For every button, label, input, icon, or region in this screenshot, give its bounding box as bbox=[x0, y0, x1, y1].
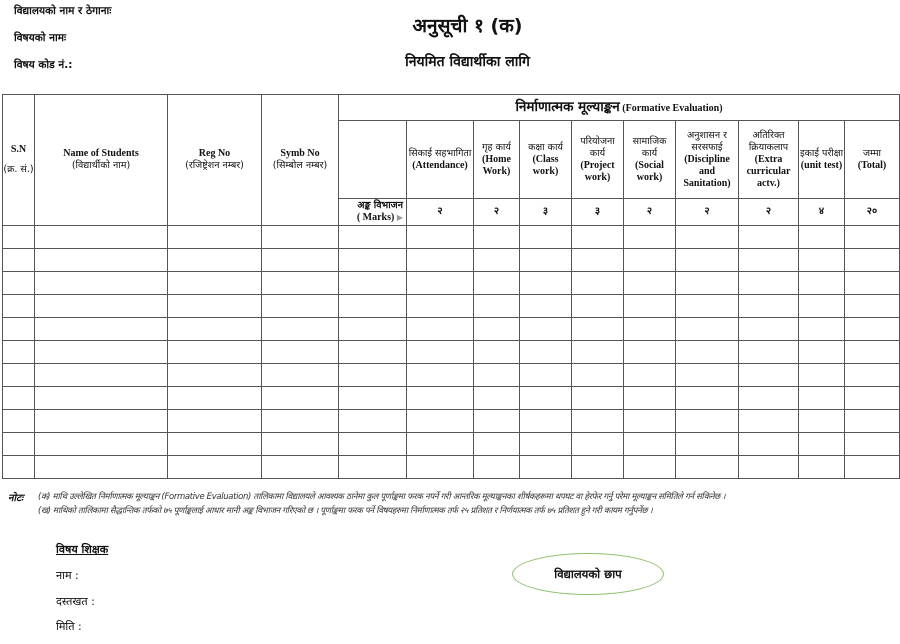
table-cell[interactable] bbox=[35, 387, 168, 410]
marks-value: ४ bbox=[799, 199, 845, 226]
table-cell[interactable] bbox=[339, 226, 407, 249]
table-cell[interactable] bbox=[474, 249, 520, 272]
table-cell[interactable] bbox=[262, 410, 339, 433]
table-cell[interactable] bbox=[845, 295, 900, 318]
table-cell[interactable] bbox=[520, 272, 572, 295]
table-cell[interactable] bbox=[572, 249, 624, 272]
table-cell[interactable] bbox=[520, 433, 572, 456]
col-header-3 bbox=[572, 121, 624, 199]
table-cell[interactable] bbox=[845, 318, 900, 341]
table-cell[interactable] bbox=[3, 387, 35, 410]
table-cell[interactable] bbox=[624, 226, 676, 249]
table-cell[interactable] bbox=[572, 410, 624, 433]
table-cell[interactable] bbox=[572, 295, 624, 318]
table-cell[interactable] bbox=[474, 295, 520, 318]
col-header-en: (Social work) bbox=[635, 159, 664, 183]
note-b: (ख) माथिको तालिकामा सैद्धान्तिक तर्फको ७५ पूर्णाङ्कलाई आधार मानी अङ्क विभाजन गरिएको छ । पूर्णाङ्कमा फरक पर्ने विषयहरुमा निर्माणात्मक तर्फ २५ प्रतिशत र निर्णयात्मक तर्फ ७५ प्रतिशत हुने गरी कायम गर्नुपर्नेछ । bbox=[38, 506, 653, 516]
col-header-np: अनुशासन र सरसफाई bbox=[686, 129, 728, 153]
table-cell[interactable] bbox=[845, 364, 900, 387]
formative-evaluation-header bbox=[339, 95, 900, 121]
table-cell[interactable] bbox=[799, 295, 845, 318]
symb-np: (सिम्बोल नम्बर) bbox=[272, 160, 328, 171]
table-cell[interactable] bbox=[799, 226, 845, 249]
col-header-8 bbox=[845, 121, 900, 199]
table-cell[interactable] bbox=[339, 410, 407, 433]
symb-en: Symb No bbox=[280, 148, 320, 159]
table-cell[interactable] bbox=[474, 226, 520, 249]
table-cell[interactable] bbox=[799, 341, 845, 364]
col-header-np: सिकाई सहभागिता bbox=[408, 147, 472, 159]
col-header-en: (Discipline and Sanitation) bbox=[683, 153, 731, 189]
table-cell[interactable] bbox=[262, 433, 339, 456]
table-row bbox=[3, 456, 900, 479]
table-cell[interactable] bbox=[3, 433, 35, 456]
document-subtitle: नियमित विद्यार्थीका लागि bbox=[405, 54, 530, 70]
table-row bbox=[3, 387, 900, 410]
table-cell[interactable] bbox=[339, 249, 407, 272]
table-cell[interactable] bbox=[168, 456, 262, 479]
table-cell[interactable] bbox=[739, 272, 799, 295]
col-header-6 bbox=[739, 121, 799, 199]
table-cell[interactable] bbox=[676, 318, 739, 341]
table-cell[interactable] bbox=[407, 410, 474, 433]
table-cell[interactable] bbox=[3, 410, 35, 433]
table-cell[interactable] bbox=[339, 387, 407, 410]
table-cell[interactable] bbox=[3, 364, 35, 387]
notes-label: नोटः bbox=[8, 493, 24, 504]
marks-value: २ bbox=[407, 199, 474, 226]
col-header-np: अतिरिक्त क्रियाकलाप bbox=[748, 129, 789, 153]
arrow-right-icon: ▶ bbox=[396, 213, 403, 222]
table-cell[interactable] bbox=[262, 272, 339, 295]
table-cell[interactable] bbox=[799, 456, 845, 479]
col-header-reg bbox=[168, 95, 262, 226]
table-cell[interactable] bbox=[339, 433, 407, 456]
col-header-en: (Home Work) bbox=[482, 153, 511, 177]
table-cell[interactable] bbox=[35, 249, 168, 272]
table-cell[interactable] bbox=[799, 318, 845, 341]
table-cell[interactable] bbox=[845, 341, 900, 364]
table-row bbox=[3, 272, 900, 295]
table-row bbox=[3, 318, 900, 341]
col-header-2 bbox=[520, 121, 572, 199]
table-cell[interactable] bbox=[624, 387, 676, 410]
table-cell[interactable] bbox=[739, 433, 799, 456]
table-cell[interactable] bbox=[799, 410, 845, 433]
table-cell[interactable] bbox=[407, 433, 474, 456]
formative-np: निर्माणात्मक मूल्याङ्कन bbox=[515, 98, 620, 115]
table-cell[interactable] bbox=[35, 341, 168, 364]
table-cell[interactable] bbox=[799, 272, 845, 295]
table-cell[interactable] bbox=[35, 272, 168, 295]
marks-value: २० bbox=[845, 199, 900, 226]
student-rows bbox=[3, 226, 900, 479]
school-stamp-label: विद्यालयको छाप bbox=[554, 566, 622, 581]
table-cell[interactable] bbox=[520, 295, 572, 318]
table-cell[interactable] bbox=[407, 364, 474, 387]
table-cell[interactable] bbox=[520, 364, 572, 387]
table-cell[interactable] bbox=[845, 433, 900, 456]
table-cell[interactable] bbox=[3, 249, 35, 272]
table-cell[interactable] bbox=[3, 318, 35, 341]
table-cell[interactable] bbox=[845, 456, 900, 479]
table-cell[interactable] bbox=[407, 249, 474, 272]
col-header-5 bbox=[676, 121, 739, 199]
table-cell[interactable] bbox=[407, 318, 474, 341]
table-cell[interactable] bbox=[676, 433, 739, 456]
table-row bbox=[3, 433, 900, 456]
table-cell[interactable] bbox=[520, 341, 572, 364]
table-cell[interactable] bbox=[739, 387, 799, 410]
name-np: (विद्यार्थीको नाम) bbox=[71, 160, 131, 171]
table-cell[interactable] bbox=[572, 272, 624, 295]
col-header-np: सामाजिक कार्य bbox=[632, 135, 667, 159]
table-cell[interactable] bbox=[3, 341, 35, 364]
table-cell[interactable] bbox=[572, 433, 624, 456]
table-cell[interactable] bbox=[845, 249, 900, 272]
table-cell[interactable] bbox=[739, 249, 799, 272]
table-cell[interactable] bbox=[407, 341, 474, 364]
table-cell[interactable] bbox=[799, 387, 845, 410]
table-cell[interactable] bbox=[35, 410, 168, 433]
teacher-signature-label: दस्तखत : bbox=[56, 595, 95, 608]
table-cell[interactable] bbox=[262, 364, 339, 387]
table-cell[interactable] bbox=[339, 364, 407, 387]
table-cell[interactable] bbox=[168, 226, 262, 249]
table-cell[interactable] bbox=[739, 456, 799, 479]
col-header-0 bbox=[407, 121, 474, 199]
col-header-7 bbox=[799, 121, 845, 199]
table-cell[interactable] bbox=[676, 226, 739, 249]
col-header-sn bbox=[3, 95, 35, 226]
table-row bbox=[3, 341, 900, 364]
table-cell[interactable] bbox=[845, 226, 900, 249]
table-cell[interactable] bbox=[520, 387, 572, 410]
table-cell[interactable] bbox=[520, 318, 572, 341]
school-name-address-label: विद्यालयको नाम र ठेगानाः bbox=[14, 5, 112, 17]
table-cell[interactable] bbox=[407, 295, 474, 318]
table-cell[interactable] bbox=[35, 433, 168, 456]
formative-evaluation-table bbox=[2, 94, 900, 479]
document-title: अनुसूची १ (क) bbox=[412, 15, 523, 37]
table-cell[interactable] bbox=[624, 410, 676, 433]
table-cell[interactable] bbox=[168, 318, 262, 341]
table-cell[interactable] bbox=[845, 410, 900, 433]
table-cell[interactable] bbox=[168, 341, 262, 364]
table-cell[interactable] bbox=[3, 272, 35, 295]
marks-label-cell bbox=[339, 199, 407, 226]
table-cell[interactable] bbox=[35, 318, 168, 341]
table-cell[interactable] bbox=[799, 364, 845, 387]
table-cell[interactable] bbox=[624, 318, 676, 341]
teacher-name-label: नाम : bbox=[56, 569, 79, 582]
table-cell[interactable] bbox=[739, 295, 799, 318]
table-cell[interactable] bbox=[520, 456, 572, 479]
subject-code-label: विषय कोड नं.: bbox=[14, 59, 73, 71]
table-cell[interactable] bbox=[474, 433, 520, 456]
table-cell[interactable] bbox=[407, 226, 474, 249]
table-cell[interactable] bbox=[624, 433, 676, 456]
table-cell[interactable] bbox=[624, 272, 676, 295]
table-cell[interactable] bbox=[739, 341, 799, 364]
col-header-symb bbox=[262, 95, 339, 226]
table-cell[interactable] bbox=[845, 272, 900, 295]
marks-value: २ bbox=[676, 199, 739, 226]
table-cell[interactable] bbox=[407, 272, 474, 295]
table-cell[interactable] bbox=[262, 249, 339, 272]
name-en: Name of Students bbox=[63, 148, 139, 159]
table-cell[interactable] bbox=[624, 295, 676, 318]
col-header-en: (Attendance) bbox=[412, 159, 468, 171]
table-cell[interactable] bbox=[676, 249, 739, 272]
blank-header-cell bbox=[339, 121, 407, 199]
table-cell[interactable] bbox=[168, 364, 262, 387]
table-cell[interactable] bbox=[676, 341, 739, 364]
col-header-np: गृह कार्य bbox=[482, 141, 511, 153]
table-cell[interactable] bbox=[474, 456, 520, 479]
table-cell[interactable] bbox=[624, 341, 676, 364]
col-header-4 bbox=[624, 121, 676, 199]
table-row bbox=[3, 364, 900, 387]
table-cell[interactable] bbox=[262, 341, 339, 364]
col-header-1 bbox=[474, 121, 520, 199]
table-cell[interactable] bbox=[407, 387, 474, 410]
table-cell[interactable] bbox=[168, 410, 262, 433]
table-cell[interactable] bbox=[339, 318, 407, 341]
col-header-en: (Project work) bbox=[580, 159, 615, 183]
table-cell[interactable] bbox=[262, 226, 339, 249]
table-cell[interactable] bbox=[262, 318, 339, 341]
table-cell[interactable] bbox=[35, 226, 168, 249]
marks-value: २ bbox=[624, 199, 676, 226]
table-cell[interactable] bbox=[676, 364, 739, 387]
table-cell[interactable] bbox=[474, 410, 520, 433]
table-cell[interactable] bbox=[339, 272, 407, 295]
table-cell[interactable] bbox=[676, 272, 739, 295]
col-header-name bbox=[35, 95, 168, 226]
table-row bbox=[3, 249, 900, 272]
table-row bbox=[3, 295, 900, 318]
table-cell[interactable] bbox=[676, 410, 739, 433]
table-cell[interactable] bbox=[572, 456, 624, 479]
table-cell[interactable] bbox=[624, 364, 676, 387]
sn-en: S.N bbox=[10, 144, 27, 155]
table-cell[interactable] bbox=[624, 249, 676, 272]
col-header-en: (Extra curricular actv.) bbox=[746, 153, 791, 189]
col-header-en: (Class work) bbox=[532, 153, 559, 177]
table-cell[interactable] bbox=[520, 226, 572, 249]
table-cell[interactable] bbox=[572, 318, 624, 341]
table-cell[interactable] bbox=[35, 364, 168, 387]
table-cell[interactable] bbox=[572, 341, 624, 364]
formative-en: (Formative Evaluation) bbox=[622, 102, 723, 114]
marks-value: २ bbox=[474, 199, 520, 226]
table-cell[interactable] bbox=[572, 364, 624, 387]
table-cell[interactable] bbox=[168, 433, 262, 456]
table-row bbox=[3, 410, 900, 433]
table-cell[interactable] bbox=[474, 387, 520, 410]
marks-value: ३ bbox=[572, 199, 624, 226]
table-cell[interactable] bbox=[474, 364, 520, 387]
table-cell[interactable] bbox=[624, 456, 676, 479]
table-cell[interactable] bbox=[739, 226, 799, 249]
table-cell[interactable] bbox=[168, 272, 262, 295]
col-header-np: जम्मा bbox=[862, 147, 882, 159]
table-cell[interactable] bbox=[676, 387, 739, 410]
table-cell[interactable] bbox=[262, 456, 339, 479]
table-cell[interactable] bbox=[35, 295, 168, 318]
note-a: (क) माथि उल्लेखित निर्माणात्मक मूल्याङ्कन (Formative Evaluation) तालिकामा विद्यालयले आवश्यक ठानेमा कुल पूर्णाङ्कमा फरक नपर्ने गरी आन्तरिक मूल्याङ्कनका शीर्षकहरूमा थपघट वा हेरफेर गर्नु परेमा मूल्याङ्कन समितिले गर्न सकिनेछ । bbox=[38, 492, 726, 502]
table-cell[interactable] bbox=[35, 456, 168, 479]
table-cell[interactable] bbox=[739, 364, 799, 387]
table-cell[interactable] bbox=[168, 295, 262, 318]
header-row-1 bbox=[3, 95, 900, 121]
table-cell[interactable] bbox=[168, 249, 262, 272]
table-cell[interactable] bbox=[407, 456, 474, 479]
table-cell[interactable] bbox=[799, 249, 845, 272]
col-header-en: (Total) bbox=[857, 159, 887, 171]
table-cell[interactable] bbox=[3, 226, 35, 249]
school-stamp bbox=[512, 553, 664, 595]
table-cell[interactable] bbox=[676, 456, 739, 479]
table-cell[interactable] bbox=[799, 433, 845, 456]
table-cell[interactable] bbox=[474, 318, 520, 341]
table-cell[interactable] bbox=[845, 387, 900, 410]
marks-value: २ bbox=[739, 199, 799, 226]
table-cell[interactable] bbox=[520, 249, 572, 272]
table-cell[interactable] bbox=[572, 387, 624, 410]
table-cell[interactable] bbox=[739, 318, 799, 341]
table-cell[interactable] bbox=[339, 295, 407, 318]
table-cell[interactable] bbox=[3, 456, 35, 479]
table-cell[interactable] bbox=[168, 387, 262, 410]
col-header-np: इकाई परीक्षा bbox=[799, 147, 844, 159]
marks-label-np: अङ्क विभाजन bbox=[357, 200, 403, 211]
table-cell[interactable] bbox=[262, 387, 339, 410]
table-row bbox=[3, 226, 900, 249]
marks-value: ३ bbox=[520, 199, 572, 226]
table-cell[interactable] bbox=[572, 226, 624, 249]
reg-en: Reg No bbox=[198, 148, 231, 159]
col-header-en: (unit test) bbox=[800, 159, 843, 171]
table-cell[interactable] bbox=[262, 295, 339, 318]
subject-teacher-heading: विषय शिक्षक bbox=[56, 543, 109, 556]
table-cell[interactable] bbox=[339, 341, 407, 364]
table-cell[interactable] bbox=[520, 410, 572, 433]
marks-label-en: ( Marks) bbox=[356, 212, 395, 223]
table-cell[interactable] bbox=[474, 272, 520, 295]
date-label: मिति : bbox=[56, 620, 82, 633]
table-cell[interactable] bbox=[339, 456, 407, 479]
table-cell[interactable] bbox=[474, 341, 520, 364]
reg-np: (रजिष्ट्रेशन नम्बर) bbox=[185, 160, 244, 171]
subject-name-label: विषयको नामः bbox=[14, 32, 67, 44]
table-cell[interactable] bbox=[3, 295, 35, 318]
col-header-np: कक्षा कार्य bbox=[528, 141, 563, 153]
table-cell[interactable] bbox=[739, 410, 799, 433]
sn-np: (क्र. सं.) bbox=[3, 164, 34, 175]
table-cell[interactable] bbox=[676, 295, 739, 318]
col-header-np: परियोजना कार्य bbox=[580, 135, 615, 159]
